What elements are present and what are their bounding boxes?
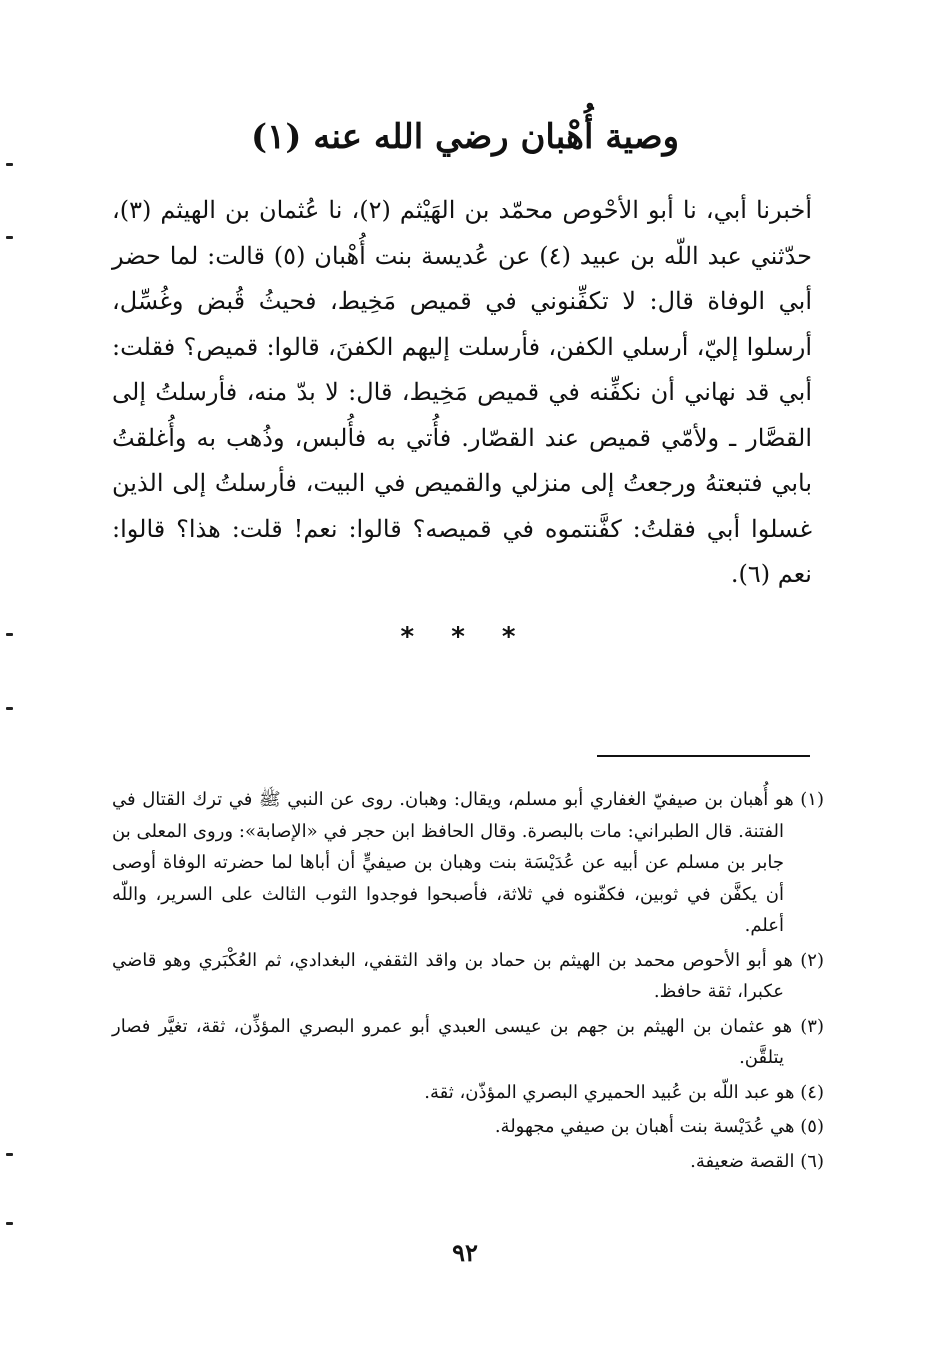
section-title: وصية أُهْبان رضي الله عنه (١) xyxy=(250,117,680,157)
scan-edge-mark xyxy=(6,163,13,166)
main-paragraph: أخبرنا أبي، نا أبو الأحْوص محمّد بن الهَيْثم (٢)، نا عُثمان بن الهيثم (٣)، حدّثني عبد اللّه بن عبيد (٤) عن عُديسة بنت أُهْبان (٥) قالت: لما حضر أبي الوفاة قال: لا تكفِّنوني في قميص مَخِيط، فحيثُ قُبض وغُسِّل، أرسلوا إليّ، أرسلي الكفن، فأرسلت إليهم الكفنَ، قالوا: قميص؟ فقلت: أبي قد نهاني أن نكفِّنه في قميص مَخِيط، قال: لا بدّ منه، فأرسلتُ إلى القصَّار ـ ولأمّي قميص عند القصّار. فأُتي به فأُلبس، وذُهب به وأُغلقتُ بابي فتبعتهُ ورجعتُ إلى منزلي والقميص في البيت، فأرسلتُ إلى الذين غسلوا أبي فقلتُ: كفَّنتموه في قميصه؟ قالوا: نعم! قلت: هذا؟ قالوا: نعم (٦). xyxy=(112,196,813,588)
page-number: ٩٢ xyxy=(452,1238,478,1267)
section-separator: * * * xyxy=(400,622,530,652)
footnote-1: (١) هو أُهبان بن صيفيّ الغفاري أبو مسلم، ويقال: وهبان. روى عن النبي ﷺ في ترك القتال في الفتنة. قال الطبراني: مات بالبصرة. وقال الحافظ ابن حجر في «الإصابة»: وروى المعلى بن جابر بن مسلم عن أبيه عن عُدَيْسَة بنت وهبان بن صيفيٍّ أن أباها لما حضرته الوفاة أوصى أن يكفَّن في ثوبين، فكفّنوه في ثلاثة، فأصبحوا فوجدوا الثوب الثالث على السرير، واللّه أعلم. xyxy=(112,789,824,936)
footnote-2: (٢) هو أبو الأحوص محمد بن الهيثم بن حماد بن واقد الثقفي، البغدادي، ثم العُكْبَري وهو قاضي عكبرا، ثقة حافظ. xyxy=(112,949,824,1002)
footnote-5: (٥) هي عُدَيْسة بنت أهبان بن صيفي مجهولة. xyxy=(494,1116,824,1137)
scan-edge-mark xyxy=(6,1222,13,1225)
footnote-4: (٤) هو عبد اللّه بن عُبيد الحميري البصري المؤذّن، ثقة. xyxy=(424,1081,824,1103)
scan-edge-mark xyxy=(6,236,13,239)
scan-edge-mark xyxy=(6,1153,13,1156)
scan-edge-mark xyxy=(6,707,13,710)
footnote-6: (٦) القصة ضعيفة. xyxy=(690,1150,824,1172)
footnote-3: (٣) هو عثمان بن الهيثم بن جهم بن عيسى العبدي أبو عمرو البصري المؤذِّن، ثقة، تغيَّر فصار يتلقَّن. xyxy=(112,1015,824,1068)
footnote-divider xyxy=(597,755,810,757)
footnotes xyxy=(112,784,824,1180)
scan-edge-mark xyxy=(6,633,13,636)
